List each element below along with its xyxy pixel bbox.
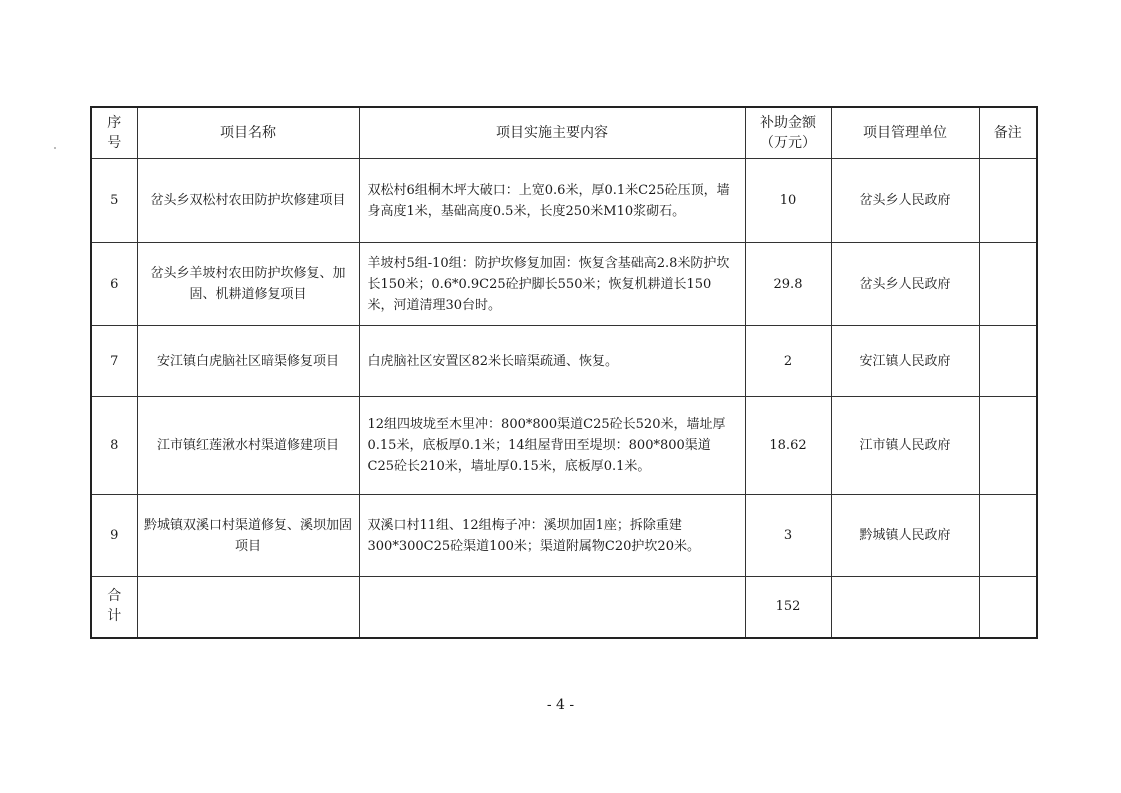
row-amount: 10 [745, 159, 831, 243]
header-name: 项目名称 [137, 107, 359, 159]
row-no: 6 [91, 243, 137, 326]
row-managing-unit: 岔头乡人民政府 [831, 243, 979, 326]
row-project-content: 双松村6组桐木坪大破口：上宽0.6米，厚0.1米C25砼压顶，墙身高度1米，基础高度0.5米，长度250米M10浆砌石。 [359, 159, 745, 243]
row-project-content: 12组四坡垅至木里冲：800*800渠道C25砼长520米，墙址厚0.15米，底板厚0.1米；14组屋背田至堤坝：800*800渠道C25砼长210米，墙址厚0.15米，底板厚0.1米。 [359, 397, 745, 495]
page-number: - 4 - [546, 697, 575, 713]
row-note [979, 326, 1037, 397]
row-amount: 29.8 [745, 243, 831, 326]
header-content: 项目实施主要内容 [359, 107, 745, 159]
header-unit: 项目管理单位 [831, 107, 979, 159]
header-amount: 补助金额（万元） [745, 107, 831, 159]
total-content [359, 577, 745, 638]
project-subsidy-table [90, 106, 1038, 639]
row-no: 8 [91, 397, 137, 495]
row-project-content: 白虎脑社区安置区82米长暗渠疏通、恢复。 [359, 326, 745, 397]
row-project-content: 羊坡村5组-10组：防护坎修复加固：恢复含基础高2.8米防护坎长150米；0.6*0.9C25砼护脚长550米；恢复机耕道长150米，河道清理30台时。 [359, 243, 745, 326]
row-project-name: 岔头乡双松村农田防护坎修建项目 [137, 159, 359, 243]
table-row [91, 243, 1037, 326]
row-project-content: 双溪口村11组、12组梅子冲：溪坝加固1座；拆除重建300*300C25砼渠道100米；渠道附属物C20护坎20米。 [359, 495, 745, 577]
table-row [91, 326, 1037, 397]
row-note [979, 243, 1037, 326]
row-amount: 2 [745, 326, 831, 397]
row-project-name: 岔头乡羊坡村农田防护坎修复、加固、机耕道修复项目 [137, 243, 359, 326]
row-project-name: 安江镇白虎脑社区暗渠修复项目 [137, 326, 359, 397]
total-name [137, 577, 359, 638]
total-unit [831, 577, 979, 638]
row-project-name: 黔城镇双溪口村渠道修复、溪坝加固项目 [137, 495, 359, 577]
row-amount: 3 [745, 495, 831, 577]
row-managing-unit: 岔头乡人民政府 [831, 159, 979, 243]
row-project-name: 江市镇红莲湫水村渠道修建项目 [137, 397, 359, 495]
row-no: 9 [91, 495, 137, 577]
total-note [979, 577, 1037, 638]
row-note [979, 495, 1037, 577]
table-row [91, 495, 1037, 577]
row-managing-unit: 安江镇人民政府 [831, 326, 979, 397]
table-header-row [91, 107, 1037, 159]
total-amount: 152 [745, 577, 831, 638]
header-no: 序号 [91, 107, 137, 159]
row-amount: 18.62 [745, 397, 831, 495]
table-total-row [91, 577, 1037, 638]
row-note [979, 159, 1037, 243]
header-note: 备注 [979, 107, 1037, 159]
row-managing-unit: 江市镇人民政府 [831, 397, 979, 495]
row-no: 7 [91, 326, 137, 397]
row-no: 5 [91, 159, 137, 243]
total-label: 合计 [91, 577, 137, 638]
table-row [91, 397, 1037, 495]
row-managing-unit: 黔城镇人民政府 [831, 495, 979, 577]
row-note [979, 397, 1037, 495]
scan-speck [54, 147, 56, 149]
table-row [91, 159, 1037, 243]
